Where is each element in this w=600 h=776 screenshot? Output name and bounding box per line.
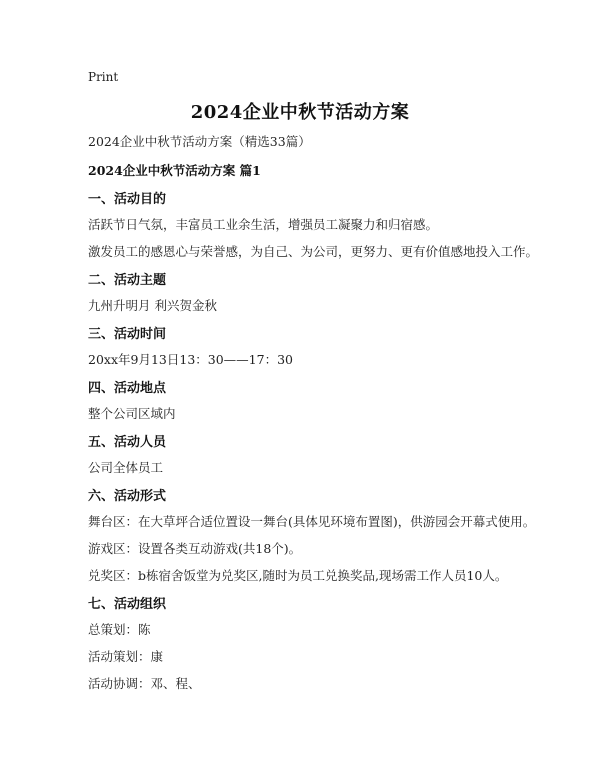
paragraph-format-prizes: 兑奖区：b栋宿舍饭堂为兑奖区,随时为员工兑换奖品,现场需工作人员10人。 [88, 568, 508, 583]
document-title: 2024企业中秋节活动方案 [190, 102, 410, 123]
section-title: 2024企业中秋节活动方案 篇1 [88, 163, 261, 178]
paragraph-purpose-1: 活跃节日气氛，丰富员工业余生活，增强员工凝聚力和归宿感。 [88, 217, 439, 232]
paragraph-purpose-2: 激发员工的感恩心与荣誉感，为自己、为公司，更努力、更有价值感地投入工作。 [88, 244, 539, 259]
heading-time: 三、活动时间 [88, 327, 167, 342]
document-subtitle: 2024企业中秋节活动方案（精选33篇） [88, 134, 311, 149]
paragraph-theme: 九州升明月 利兴贺金秋 [88, 298, 217, 313]
heading-participants: 五、活动人员 [88, 435, 167, 450]
paragraph-org-coordination: 活动协调：邓、程、 [88, 676, 201, 691]
print-label: Print [88, 70, 119, 84]
heading-purpose: 一、活动目的 [88, 192, 167, 207]
heading-organization: 七、活动组织 [88, 597, 167, 612]
paragraph-org-planning: 活动策划：康 [88, 649, 164, 664]
paragraph-format-games: 游戏区：设置各类互动游戏(共18个)。 [88, 541, 302, 556]
heading-format: 六、活动形式 [88, 489, 167, 504]
paragraph-org-chief: 总策划：陈 [88, 622, 151, 637]
paragraph-participants: 公司全体员工 [88, 460, 164, 475]
paragraph-time: 20xx年9月13日13：30——17：30 [88, 352, 293, 367]
paragraph-location: 整个公司区域内 [88, 406, 176, 421]
paragraph-format-stage: 舞台区：在大草坪合适位置设一舞台(具体见环境布置图)，供游园会开幕式使用。 [88, 514, 536, 529]
heading-location: 四、活动地点 [88, 381, 167, 396]
heading-theme: 二、活动主题 [88, 273, 167, 288]
